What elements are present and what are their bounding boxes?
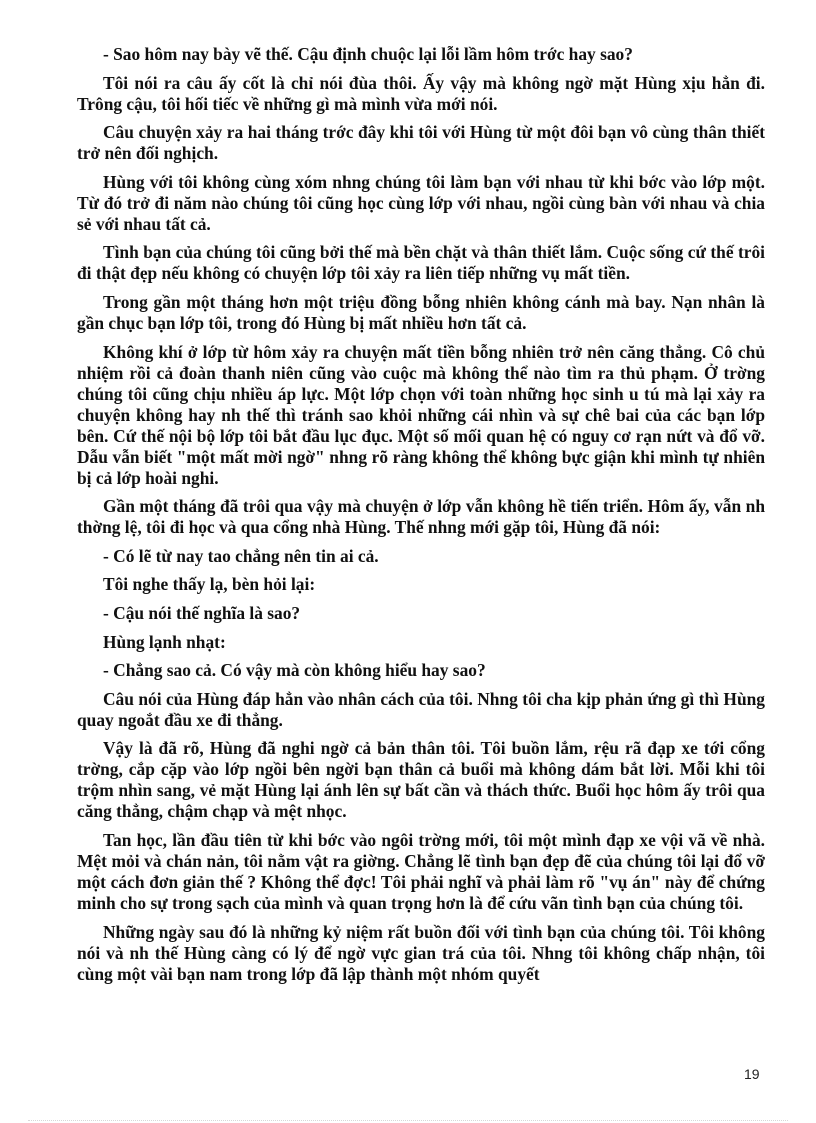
paragraph-11: - Cậu nói thế nghĩa là sao? (103, 602, 301, 623)
paragraph-15: Vậy là đã rõ, Hùng đã nghi ngờ cả bản thân tôi. Tôi buồn lắm, rệu rã đạp xe tới cổng trờng, cắp cặp vào lớp ngồi bên ngời bạn thân cả buổi mà không dám bắt lời. Mỗi khi tôi trộm nhìn sang, vẻ mặt Hùng lại ánh lên sự bất cần và thách thức. Buổi học hôm ấy trôi qua căng thẳng, chậm chạp và mệt nhọc. (77, 738, 765, 822)
paragraph-9: - Có lẽ từ nay tao chẳng nên tin ai cả. (103, 545, 379, 566)
paragraph-14: Câu nói của Hùng đáp hẳn vào nhân cách của tôi. Nhng tôi cha kịp phản ứng gì thì Hùng quay ngoắt đầu xe đi thẳng. (77, 688, 765, 730)
paragraph-1: - Sao hôm nay bày vẽ thế. Cậu định chuộc lại lỗi lầm hôm trớc hay sao? (103, 44, 633, 64)
paragraph-6: Trong gần một tháng hơn một triệu đồng bỗng nhiên không cánh mà bay. Nạn nhân là gần chục bạn lớp tôi, trong đó Hùng bị mất nhiều hơn tất cả. (77, 291, 765, 333)
page-number: 19 (744, 1066, 760, 1082)
paragraph-4: Hùng với tôi không cùng xóm nhng chúng tôi làm bạn với nhau từ khi bớc vào lớp một. Từ đó trở đi năm nào chúng tôi cũng học cùng lớp với nhau, ngồi cùng bàn với nhau và chia sẻ với nhau tất cả. (77, 171, 765, 234)
paragraph-13: - Chẳng sao cả. Có vậy mà còn không hiểu hay sao? (103, 660, 486, 681)
paragraph-12: Hùng lạnh nhạt: (103, 631, 226, 652)
body-text (77, 44, 765, 992)
page-bottom-divider (28, 1120, 788, 1121)
paragraph-2: Tôi nói ra câu ấy cốt là chỉ nói đùa thôi. Ấy vậy mà không ngờ mặt Hùng xịu hẳn đi. Trông cậu, tôi hối tiếc về những gì mà mình vừa mới nói. (77, 72, 765, 114)
paragraph-10: Tôi nghe thấy lạ, bèn hỏi lại: (103, 574, 316, 595)
paragraph-16: Tan học, lần đầu tiên từ khi bớc vào ngôi trờng mới, tôi một mình đạp xe vội vã về nhà. Mệt mỏi và chán nản, tôi nằm vật ra giờng. Chẳng lẽ tình bạn đẹp đẽ của chúng tôi lại đổ vỡ một cách đơn giản thế ? Không thể đợc! Tôi phải nghĩ và phải làm rõ "vụ án" này để chứng minh cho sự trong sạch của mình và quan trọng hơn là để cứu vãn tình bạn của chúng tôi. (77, 829, 765, 913)
paragraph-3: Câu chuyện xảy ra hai tháng trớc đây khi tôi với Hùng từ một đôi bạn vô cùng thân thiết trở nên đối nghịch. (77, 122, 765, 164)
paragraph-17: Những ngày sau đó là những kỷ niệm rất buồn đối với tình bạn của chúng tôi. Tôi không nói và nh thế Hùng càng có lý để ngờ vực gian trá của tôi. Nhng tôi không chấp nhận, tôi cùng một vài bạn nam trong lớp đã lập thành một nhóm quyết (77, 921, 765, 984)
paragraph-8: Gần một tháng đã trôi qua vậy mà chuyện ở lớp vẫn không hề tiến triển. Hôm ấy, vẫn nh thờng lệ, tôi đi học và qua cổng nhà Hùng. Thế nhng mới gặp tôi, Hùng đã nói: (77, 496, 765, 538)
paragraph-7: Không khí ở lớp từ hôm xảy ra chuyện mất tiền bỗng nhiên trở nên căng thẳng. Cô chủ nhiệm rồi cả đoàn thanh niên cũng vào cuộc mà không thể nào tìm ra thủ phạm. Ở trờng chúng tôi cũng chịu nhiều áp lực. Một lớp chọn với toàn những học sinh u tú mà lại xảy ra chuyện không hay nh thế thì tránh sao khỏi những cái nhìn và sự chê bai của các bạn lớp bên. Cứ thế nội bộ lớp tôi bắt đầu lục đục. Một số mối quan hệ có nguy cơ rạn nứt và đổ vỡ. Dẫu vẫn biết "một mất mời ngờ" nhng rõ ràng không thể không bực giận khi mình tự nhiên bị cả lớp hoài nghi. (77, 341, 765, 488)
paragraph-5: Tình bạn của chúng tôi cũng bởi thế mà bền chặt và thân thiết lắm. Cuộc sống cứ thế trôi đi thật đẹp nếu không có chuyện lớp tôi xảy ra liên tiếp những vụ mất tiền. (77, 242, 765, 284)
